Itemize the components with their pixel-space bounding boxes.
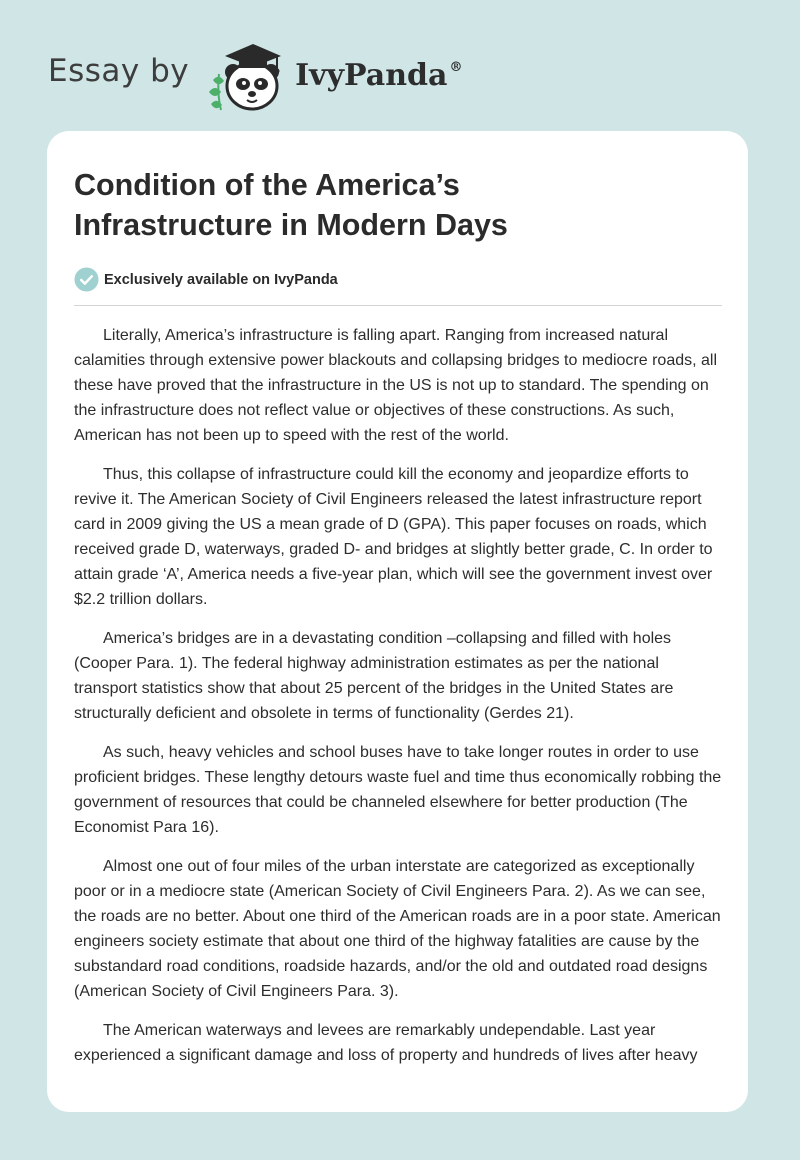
title-line-1: Condition of the America’s (74, 168, 460, 202)
registered-mark: ® (449, 59, 463, 75)
brand-name[interactable] (295, 58, 462, 93)
site-header (48, 34, 462, 114)
title-line-2: Infrastructure in Modern Days (74, 208, 508, 242)
page-title (74, 165, 724, 245)
essay-card (47, 131, 748, 1112)
exclusive-badge (74, 267, 722, 306)
brand-text: IvyPanda (295, 57, 448, 93)
paragraph: Literally, America’s infrastructure is falling apart. Ranging from increased natural calamities through extensive power blackouts and collapsing bridges to mediocre roads, all these have proved that the infrastructure in the US is not up to standard. The spending on the infrastructure does not reflect value or objectives of these constructions. As such, American has not been up to speed with the rest of the world. (74, 327, 718, 444)
essay-body (74, 323, 724, 1068)
exclusive-badge-text: Exclusively available on IvyPanda (104, 271, 338, 288)
paragraph: Thus, this collapse of infrastructure could kill the economy and jeopardize efforts to revive it. The American Society of Civil Engineers released the latest infrastructure report card in 2009 giving the US a mean grade of D (GPA). This paper focuses on roads, which received grade D, waterways, graded D- and bridges at slightly better grade, C. In order to attain grade ‘A’, America needs a five-year plan, which will see the government invest over $2.2 trillion dollars. (74, 466, 713, 608)
essay-by-label: Essay by (48, 53, 190, 89)
panda-logo-icon[interactable] (203, 34, 291, 114)
paragraph: The American waterways and levees are remarkably undependable. Last year experienced a significant damage and loss of property and hundreds of lives after heavy (74, 1022, 698, 1064)
paragraph: America’s bridges are in a devastating condition –collapsing and filled with holes (Cooper Para. 1). The federal highway administration estimates as per the national transport statistics show that about 25 percent of the bridges in the United States are structurally deficient and obsolete in terms of functionality (Gerdes 21). (74, 630, 674, 722)
checkmark-circle-icon (74, 267, 99, 292)
paragraph: Almost one out of four miles of the urban interstate are categorized as exceptionally poor or in a mediocre state (American Society of Civil Engineers Para. 2). As we can see, the roads are no better. About one third of the American roads are in a poor state. American engineers society estimate that about one third of the highway fatalities are cause by the substandard road conditions, roadside hazards, and/or the old and outdated road designs (American Society of Civil Engineers Para. 3). (74, 858, 721, 1000)
essay-content (74, 165, 724, 1082)
paragraph: As such, heavy vehicles and school buses have to take longer routes in order to use proficient bridges. These lengthy detours waste fuel and time thus economically robbing the government of resources that could be channeled elsewhere for better production (The Economist Para 16). (74, 744, 722, 836)
